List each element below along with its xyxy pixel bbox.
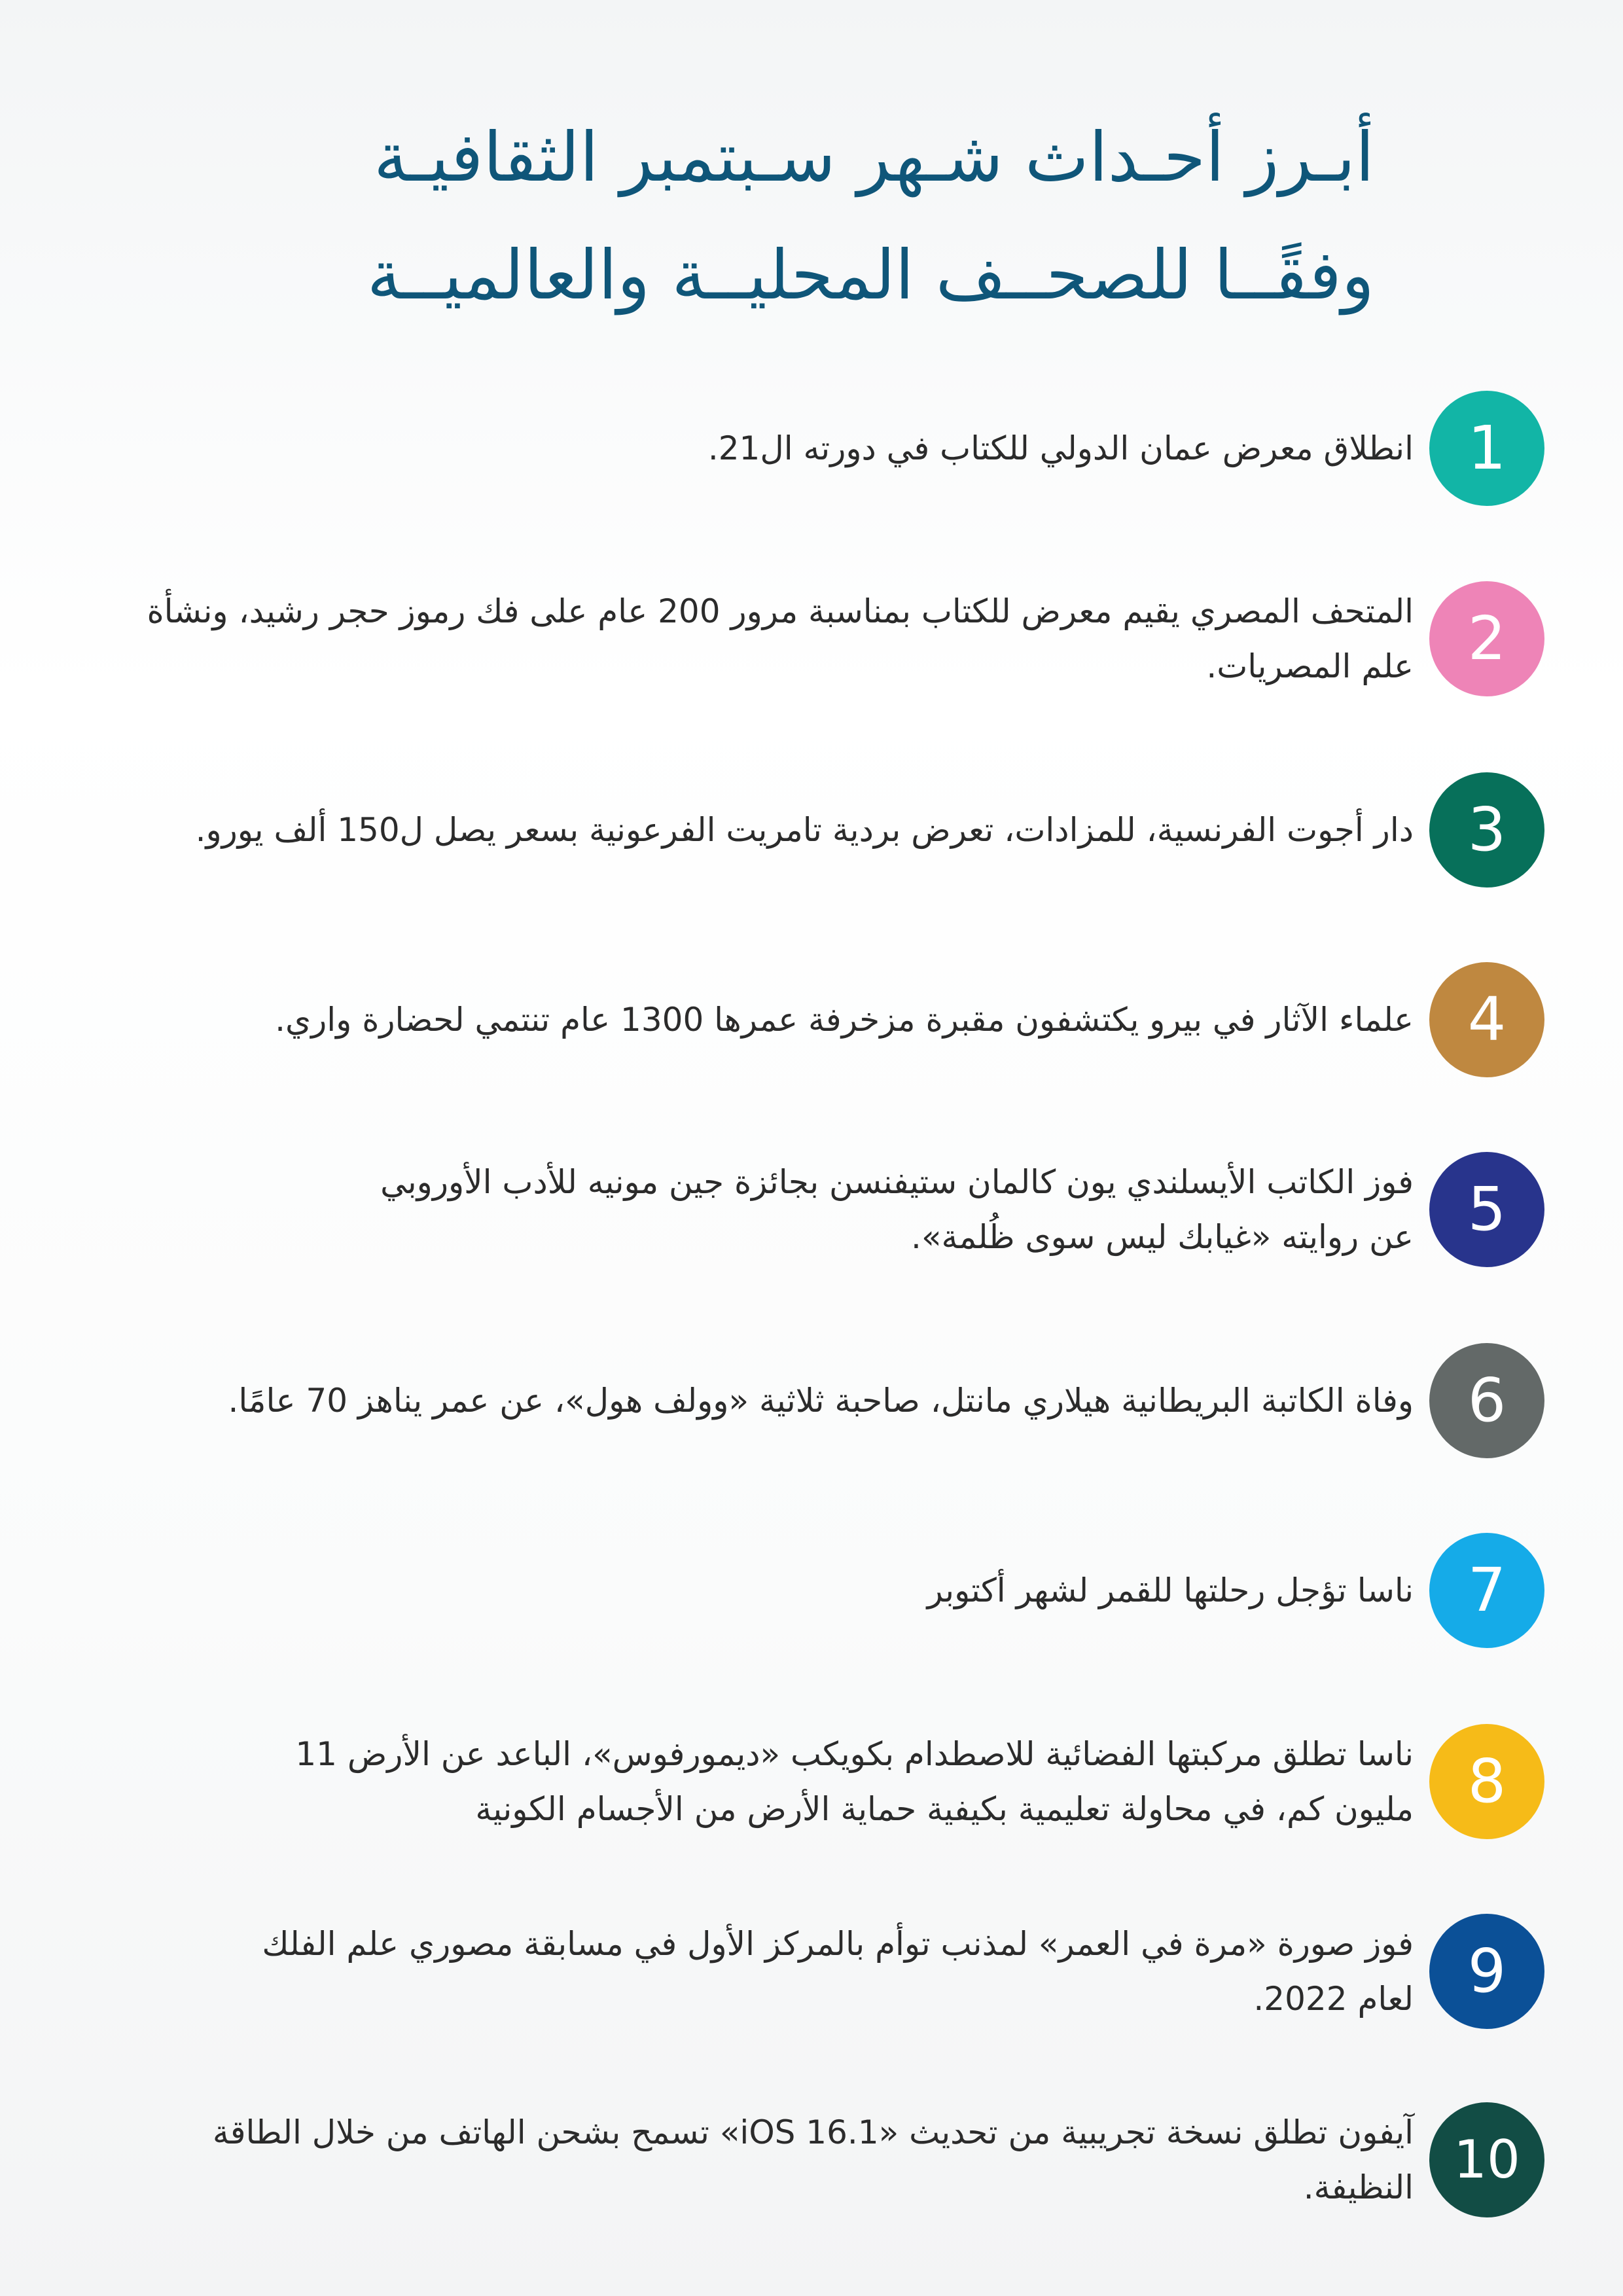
item-text	[105, 992, 1414, 1047]
number-badge: 7	[1429, 1533, 1544, 1648]
number-badge: 8	[1429, 1724, 1544, 1839]
list-item-1	[65, 391, 1544, 509]
list-item-7	[65, 1533, 1544, 1651]
item-line: ناسا تؤجل رحلتها للقمر لشهر أكتوبر	[927, 1571, 1414, 1609]
item-line: انطلاق معرض عمان الدولي للكتاب في دورته ال21.	[707, 429, 1414, 467]
item-text	[105, 1155, 1414, 1265]
item-text	[105, 1563, 1414, 1618]
item-line: فوز الكاتب الأيسلندي يون كالمان ستيفنسن بجائزة جين مونيه للأدب الأوروبي	[380, 1163, 1414, 1201]
item-text	[105, 1727, 1414, 1837]
list-item-8	[65, 1724, 1544, 1842]
item-line: علم المصريات.	[1206, 647, 1414, 685]
number-badge: 6	[1429, 1343, 1544, 1458]
item-line: ناسا تطلق مركبتها الفضائية للاصطدام بكويكب «ديمورفوس»، الباعد عن الأرض 11	[295, 1735, 1414, 1773]
item-line: المتحف المصري يقيم معرض للكتاب بمناسبة مرور 200 عام على فك رموز حجر رشيد، ونشأة	[147, 592, 1414, 630]
item-text	[105, 2105, 1414, 2215]
number-badge: 10	[1429, 2102, 1544, 2217]
item-line: النظيفة.	[1303, 2168, 1414, 2206]
item-line: دار أجوت الفرنسية، للمزادات، تعرض بردية تامريت الفرعونية بسعر يصل ل150 ألف يورو.	[195, 811, 1414, 849]
list-item-4	[65, 962, 1544, 1080]
list-item-3	[65, 772, 1544, 890]
title-line-1: أبـرز أحـداث شـهر سـبتمبر الثقافيـة	[374, 117, 1374, 197]
title-line-2: وفقًــا للصحــف المحليــة والعالميــة	[366, 235, 1374, 315]
item-text	[105, 1916, 1414, 2026]
item-text	[105, 1373, 1414, 1428]
item-line: فوز صورة «مرة في العمر» لمذنب توأم بالمركز الأول في مسابقة مصوري علم الفلك	[262, 1925, 1414, 1963]
number-badge: 3	[1429, 772, 1544, 888]
item-line: وفاة الكاتبة البريطانية هيلاري مانتل، صاحبة ثلاثية «وولف هول»، عن عمر يناهز 70 عامًا.	[228, 1382, 1414, 1420]
list-item-10	[65, 2102, 1544, 2220]
list-item-2	[65, 581, 1544, 699]
item-line: عن روايته «غيابك ليس سوى ظُلمة».	[911, 1218, 1414, 1256]
number-badge: 4	[1429, 962, 1544, 1077]
item-text	[105, 421, 1414, 476]
item-text	[105, 802, 1414, 857]
list-item-6	[65, 1343, 1544, 1461]
item-text	[105, 584, 1414, 694]
list-item-5	[65, 1152, 1544, 1270]
item-line: آيفون تطلق نسخة تجريبية من تحديث «iOS 16.1» تسمح بشحن الهاتف من خلال الطاقة	[212, 2113, 1414, 2151]
number-badge: 1	[1429, 391, 1544, 506]
item-line: علماء الآثار في بيرو يكتشفون مقبرة مزخرفة عمرها 1300 عام تنتمي لحضارة واري.	[275, 1001, 1414, 1039]
number-badge: 2	[1429, 581, 1544, 696]
item-line: مليون كم، في محاولة تعليمية بكيفية حماية الأرض من الأجسام الكونية	[475, 1790, 1414, 1828]
list-item-9	[65, 1914, 1544, 2032]
page-title	[196, 98, 1374, 334]
item-line: لعام 2022.	[1253, 1980, 1414, 2018]
number-badge: 9	[1429, 1914, 1544, 2029]
number-badge: 5	[1429, 1152, 1544, 1267]
